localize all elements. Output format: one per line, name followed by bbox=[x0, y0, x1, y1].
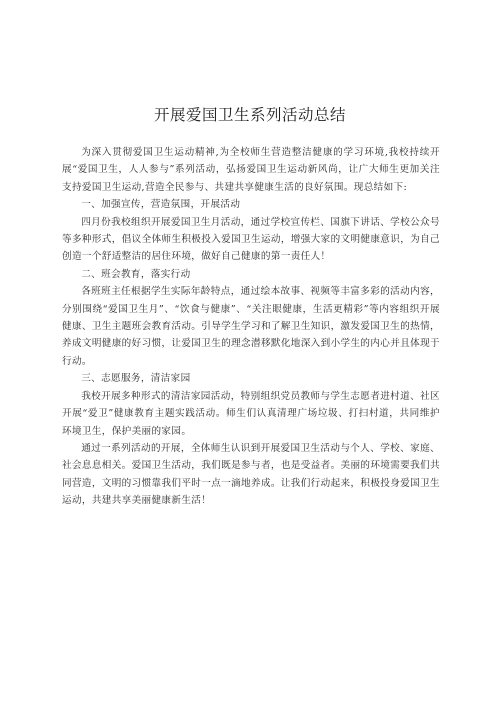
document-title: 开展爱国卫生系列活动总结 bbox=[153, 106, 346, 124]
section-heading-3: 三、志愿服务，清洁家园 bbox=[81, 373, 191, 385]
section-heading-1: 一、加强宣传，营造氛围，开展活动 bbox=[81, 199, 241, 211]
intro-paragraph: 为深入贯彻爱国卫生运动精神,为全校师生营造整洁健康的学习环境,我校持续开展“爱国卫生，人人参与”系列活动，弘扬爱国卫生运动新风尚，让广大师生更加关注支持爱国卫生运动,营造全民参与、共建共享健康生活的良好氛围。现总结如下: bbox=[62, 147, 440, 193]
section-paragraph-3: 我校开展多种形式的清洁家园活动，特别组织党员教师与学生志愿者进村道、社区开展“爱卫”健康教育主题实践活动。师生们认真清理广场垃圾、打扫村道，共同维护环境卫生，保护美丽的家园。 bbox=[62, 390, 440, 437]
document-body bbox=[62, 144, 440, 510]
section-heading-2: 二、班会教育，落实行动 bbox=[81, 268, 191, 280]
section-paragraph-1: 四月份我校组织开展爱国卫生月活动，通过学校宣传栏、国旗下讲话、学校公众号等多种形式，倡议全体师生积极投入爱国卫生运动，增强大家的文明健康意识，为自己创造一个舒适整洁的居住环境，做好自己健康的第一责任人！ bbox=[62, 216, 440, 263]
section-paragraph-2: 各班班主任根据学生实际年龄特点，通过绘本故事、视频等丰富多彩的活动内容，分别围绕“爱国卫生月”、“饮食与健康”、“关注眼健康，生活更精彩”等内容组织开展健康、卫生主题班会教育活动。引导学生学习和了解卫生知识，激发爱国卫生的热情，养成文明健康的好习惯，让爱国卫生的理念潜移默化地深入到小学生的内心并且体现于行动。 bbox=[62, 286, 440, 367]
conclusion-paragraph: 通过一系列活动的开展，全体师生认识到开展爱国卫生活动与个人、学校、家庭、社会息息相关。爱国卫生活动，我们既是参与者，也是受益者。美丽的环境需要我们共同营造，文明的习惯靠我们平时一点一滴地养成。让我们行动起来，积极投身爱国卫生运动，共建共享美丽健康新生活！ bbox=[62, 442, 440, 507]
